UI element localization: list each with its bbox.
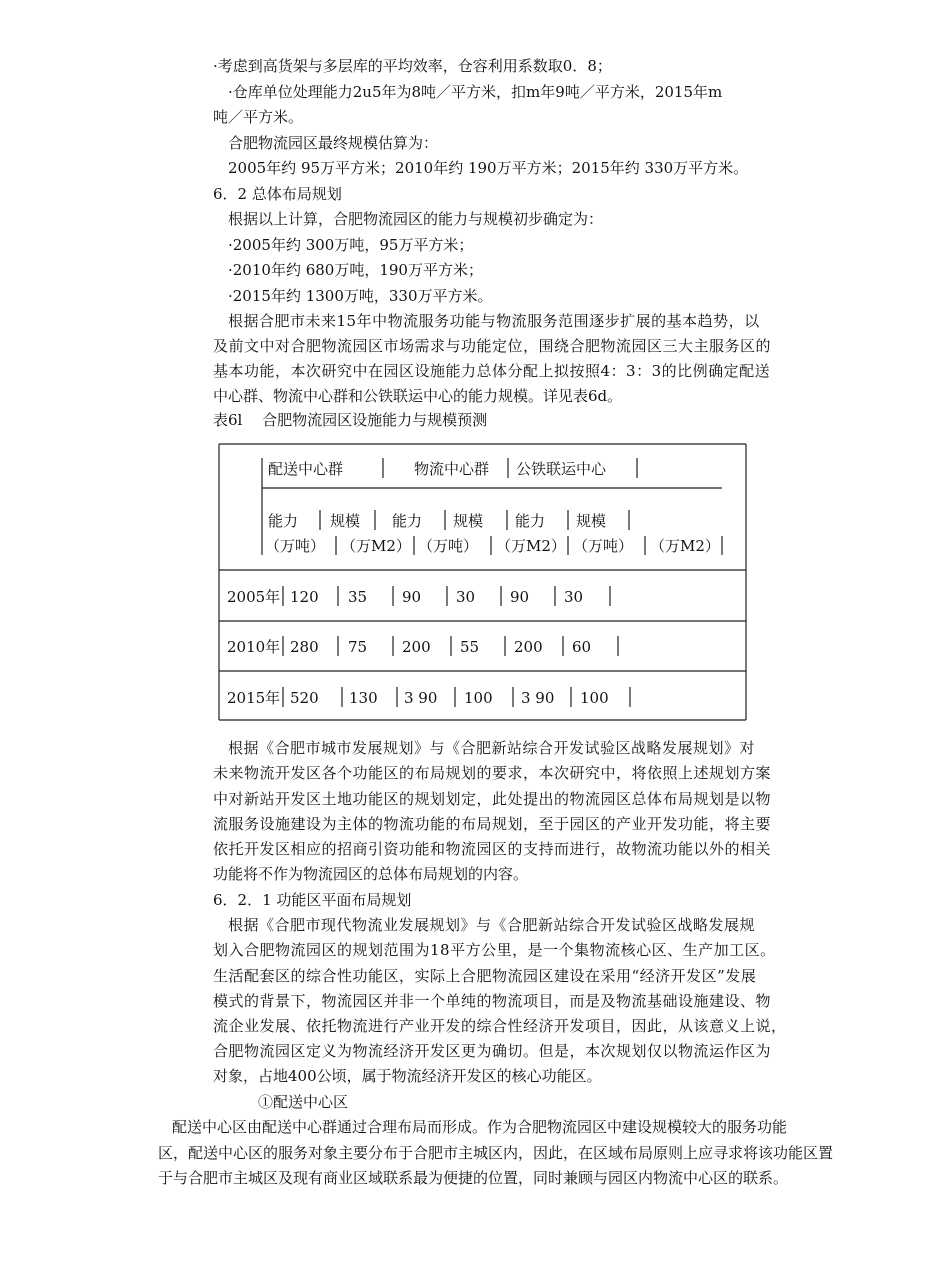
table-group-header: 公铁联运中心	[516, 460, 607, 478]
table-row-year: 2015年	[227, 689, 281, 707]
text-line: 根据以上计算，合肥物流园区的能力与规模初步确定为：	[228, 210, 604, 228]
table-cell: 200	[514, 638, 543, 656]
table-cell: 100	[464, 689, 493, 707]
table-cell: 100	[580, 689, 609, 707]
section-heading-6-2-1: 6．2．1 功能区平面布局规划	[213, 891, 412, 909]
section-heading-6-2: 6．2 总体布局规划	[213, 185, 342, 203]
table-cell: 55	[460, 638, 480, 656]
text-line: 流服务设施建设为主体的物流功能的布局规划，至于园区的产业开发功能，将主要	[213, 815, 772, 833]
subsection-heading-distribution-center: ①配送中心区	[258, 1093, 349, 1111]
text-line: 中心群、物流中心群和公铁联运中心的能力规模。详见表6d。	[213, 387, 623, 405]
table-cell: 30	[456, 588, 476, 606]
table-cell: 90	[510, 588, 530, 606]
table-cell: 280	[290, 638, 319, 656]
table-caption: 表6l 合肥物流园区设施能力与规模预测	[213, 411, 488, 429]
text-line: 生活配套区的综合性功能区，实际上合肥物流园区建设在采用“经济开发区”发展	[213, 967, 757, 985]
text-line: 合肥物流园区最终规模估算为：	[228, 134, 439, 152]
table-cell: 3 90	[521, 689, 555, 707]
table-sub-header: 能力	[268, 512, 299, 530]
text-line: 依托开发区相应的招商引资功能和物流园区的支持而进行，故物流功能以外的相关	[213, 840, 772, 858]
text-line: 基本功能，本次研究中在园区设施能力总体分配上拟按照4：3：3的比例确定配送	[213, 362, 771, 380]
table-sub-header: 规模	[453, 512, 484, 530]
table-unit: （万吨）	[265, 537, 326, 555]
bullet-warehouse-utilization: ·考虑到高货架与多层库的平均效率，仓容利用系数取0．8；	[213, 57, 612, 75]
text-line: 吨／平方米。	[213, 108, 304, 126]
text-line: 根据《合肥市现代物流业发展规划》与《合肥新站综合开发试验区战略发展规	[228, 916, 756, 934]
text-line: 对象，占地400公顷，属于物流经济开发区的核心功能区。	[213, 1067, 602, 1085]
table-cell: 130	[349, 689, 378, 707]
text-line: 配送中心区由配送中心群通过合理布局而形成。作为合肥物流园区中建设规模较大的服务功能	[172, 1118, 788, 1136]
text-line: 合肥物流园区定义为物流经济开发区更为确切。但是，本次规划仅以物流运作区为	[213, 1042, 772, 1060]
bullet-warehouse-capacity: ·仓库单位处理能力2u5年为8吨／平方米，扣m年9吨／平方米，2015年m	[228, 83, 723, 101]
table-cell: 60	[572, 638, 592, 656]
table-sub-header: 能力	[392, 512, 423, 530]
table-unit: （万M2）	[341, 537, 411, 555]
table-cell: 120	[290, 588, 319, 606]
table-unit: （万M2）	[650, 537, 720, 555]
table-cell: 3 90	[404, 689, 438, 707]
text-line: 2005年约 95万平方米；2010年约 190万平方米；2015年约 330万平方米。	[228, 159, 749, 177]
text-line: 中对新站开发区土地功能区的规划划定，此处提出的物流园区总体布局规划是以物	[213, 790, 772, 808]
table-sub-header: 能力	[515, 512, 546, 530]
text-line: 于与合肥市主城区及现有商业区域联系最为便捷的位置，同时兼顾与园区内物流中心区的联系。	[158, 1169, 789, 1187]
table-unit: （万M2）	[496, 537, 566, 555]
text-line: 未来物流开发区各个功能区的布局规划的要求，本次研究中，将依照上述规划方案	[213, 764, 772, 782]
text-line: 根据合肥市未来15年中物流服务功能与物流服务范围逐步扩展的基本趋势，以	[228, 312, 760, 330]
table-cell: 90	[402, 588, 422, 606]
table-unit: （万吨）	[573, 537, 634, 555]
table-cell: 200	[402, 638, 431, 656]
bullet-2015: ·2015年约 1300万吨，330万平方米。	[228, 287, 493, 305]
table-sub-header: 规模	[330, 512, 361, 530]
table-cell: 75	[348, 638, 368, 656]
table-row-year: 2005年	[227, 588, 281, 606]
table-cell: 30	[564, 588, 584, 606]
text-line: 划入合肥物流园区的规划范围为18平方公里，是一个集物流核心区、生产加工区。	[213, 941, 776, 959]
text-line: 流企业发展、依托物流进行产业开发的综合性经济开发项目，因此，从该意义上说，	[213, 1017, 787, 1035]
text-line: 及前文中对合肥物流园区市场需求与功能定位，围绕合肥物流园区三大主服务区的	[213, 337, 772, 355]
table-sub-header: 规模	[576, 512, 607, 530]
text-line: 模式的背景下，物流园区并非一个单纯的物流项目，而是及物流基础设施建设、物	[213, 992, 772, 1010]
table-cell: 35	[348, 588, 368, 606]
table-unit: （万吨）	[418, 537, 479, 555]
bullet-2010: ·2010年约 680万吨，190万平方米；	[228, 261, 483, 279]
table-row-year: 2010年	[227, 638, 281, 656]
text-line: 根据《合肥市城市发展规划》与《合肥新站综合开发试验区战略发展规划》对	[228, 739, 756, 757]
bullet-2005: ·2005年约 300万吨，95万平方米；	[228, 236, 474, 254]
table-cell: 520	[290, 689, 319, 707]
text-line: 功能将不作为物流园区的总体布局规划的内容。	[213, 865, 529, 883]
table-group-header: 配送中心群	[268, 460, 344, 478]
table-group-header: 物流中心群	[414, 460, 490, 478]
text-line: 区，配送中心区的服务对象主要分布于合肥市主城区内，因此，在区域布局原则上应寻求将该功能区置	[158, 1144, 834, 1162]
